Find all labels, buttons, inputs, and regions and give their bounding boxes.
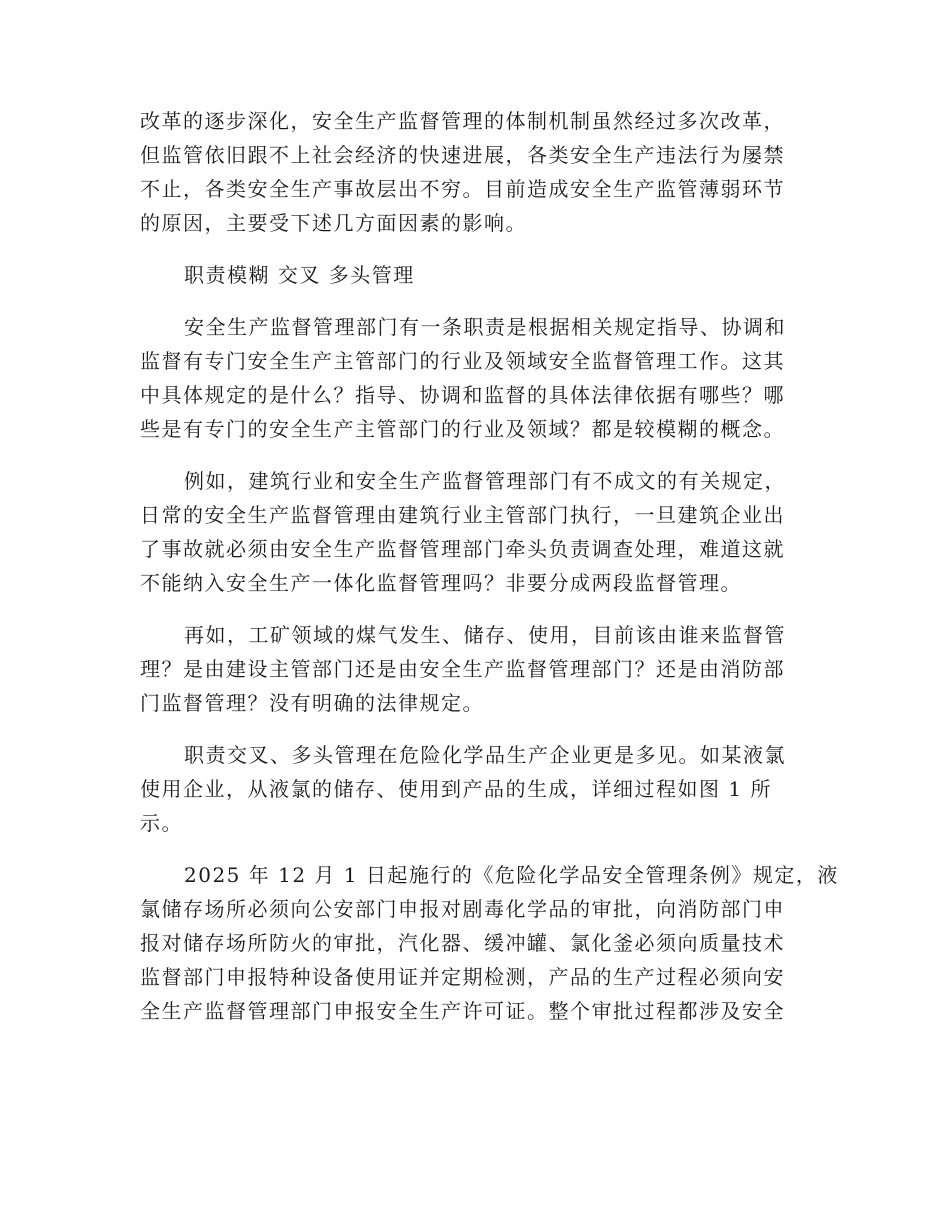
text-line: 示。 — [140, 811, 183, 835]
text-line: 不能纳入安全生产一体化监督管理吗？非要分成两段监督管理。 — [140, 571, 742, 595]
text-line: 报对储存场所防火的审批，汽化器、缓冲罐、氯化釜必须向质量技术 — [140, 931, 785, 955]
paragraph — [140, 618, 800, 720]
text-line: 日常的安全生产监督管理由建筑行业主管部门执行，一旦建筑企业出 — [140, 503, 785, 527]
text-line: 使用企业，从液氯的储存、使用到产品的生成，详细过程如图 1 所 — [140, 777, 772, 801]
paragraph — [140, 738, 800, 840]
paragraph — [140, 104, 800, 240]
text-line: 职责交叉、多头管理在危险化学品生产企业更是多见。如某液氯 — [184, 743, 786, 767]
text-line: 改革的逐步深化，安全生产监督管理的体制机制虽然经过多次改革， — [140, 109, 785, 133]
text-line: 些是有专门的安全生产主管部门的行业及领域？都是较模糊的概念。 — [140, 417, 785, 441]
paragraph — [140, 858, 839, 1028]
text-line: 监督部门申报特种设备使用证并定期检测，产品的生产过程必须向安 — [140, 965, 785, 989]
text-line: 例如，建筑行业和安全生产监督管理部门有不成文的有关规定， — [184, 469, 786, 493]
text-line: 的原因，主要受下述几方面因素的影响。 — [140, 211, 527, 235]
section-heading — [140, 258, 800, 292]
text-line: 职责模糊 交叉 多头管理 — [184, 263, 415, 287]
text-line: 中具体规定的是什么？指导、协调和监督的具体法律依据有哪些？哪 — [140, 383, 785, 407]
text-line: 监督有专门安全生产主管部门的行业及领域安全监督管理工作。这其 — [140, 349, 785, 373]
text-line: 了事故就必须由安全生产监督管理部门牵头负责调查处理，难道这就 — [140, 537, 785, 561]
text-line: 不止，各类安全生产事故层出不穷。目前造成安全生产监管薄弱环节 — [140, 177, 785, 201]
text-line: 2025 年 12 月 1 日起施行的《危险化学品安全管理条例》规定，液 — [184, 863, 839, 887]
text-line: 再如，工矿领域的煤气发生、储存、使用，目前该由谁来监督管 — [184, 623, 786, 647]
paragraph — [140, 310, 800, 446]
text-line: 但监管依旧跟不上社会经济的快速进展，各类安全生产违法行为屡禁 — [140, 143, 785, 167]
text-line: 安全生产监督管理部门有一条职责是根据相关规定指导、协调和 — [184, 315, 786, 339]
text-line: 全生产监督管理部门申报安全生产许可证。整个审批过程都涉及安全 — [140, 999, 785, 1023]
text-line: 氯储存场所必须向公安部门申报对剧毒化学品的审批，向消防部门申 — [140, 897, 785, 921]
text-line: 门监督管理？没有明确的法律规定。 — [140, 691, 484, 715]
document-body — [140, 104, 839, 1046]
paragraph — [140, 464, 800, 600]
text-line: 理？是由建设主管部门还是由安全生产监督管理部门？还是由消防部 — [140, 657, 785, 681]
